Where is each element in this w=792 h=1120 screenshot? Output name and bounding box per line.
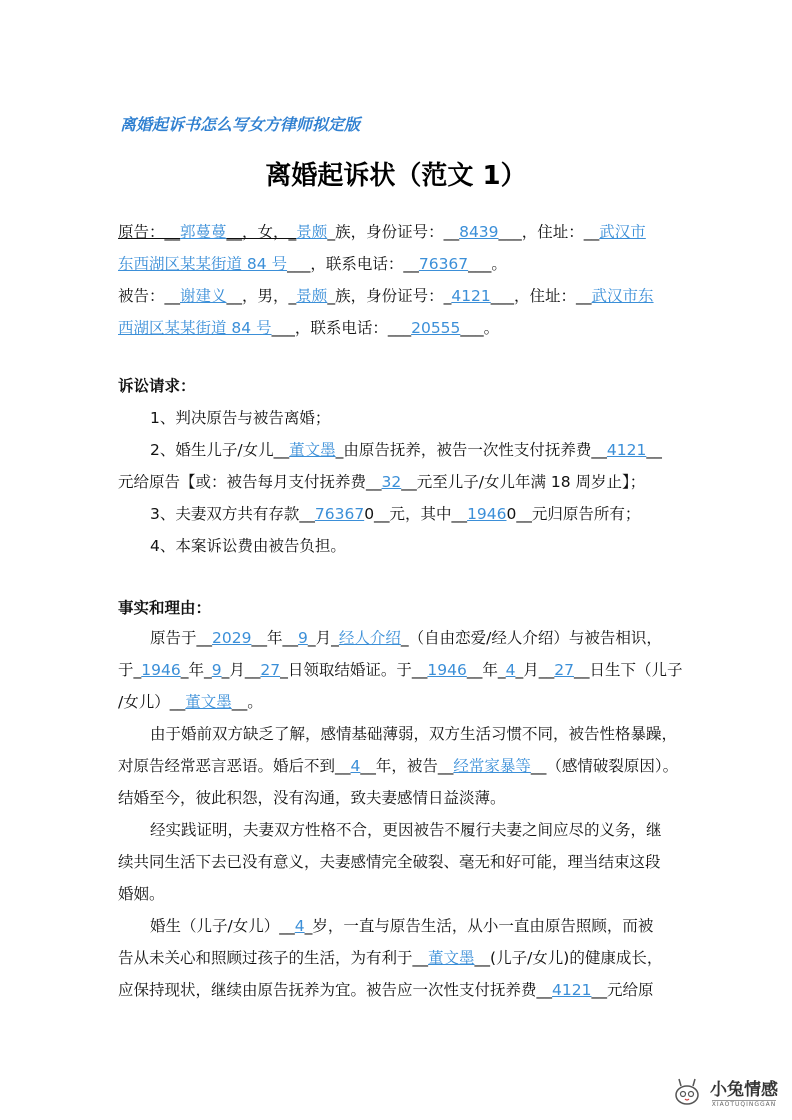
fact-text: __。 — [231, 693, 263, 711]
claim-4: 4、本案诉讼费由被告负担。 — [150, 537, 346, 555]
rabbit-logo-icon — [670, 1077, 704, 1107]
plaintiff-id: 8439 — [459, 223, 499, 241]
defendant-name: 谢建义 — [180, 287, 227, 305]
fact-4-line-3 — [118, 974, 678, 1006]
fact-2-line-2 — [118, 750, 678, 782]
plaintiff-address-part1: 武汉市 — [599, 223, 646, 241]
child-name: 董文墨 — [428, 949, 475, 967]
fact-text: _月__ — [515, 661, 555, 679]
fact-text: __日生下（儿子 — [573, 661, 683, 679]
fact-text: 告从未关心和照顾过孩子的生活，为有利于__ — [118, 949, 429, 967]
defendant-address-part1: 武汉市东 — [591, 287, 654, 305]
fact-1-line-3 — [118, 686, 678, 718]
plaintiff-address-part2: 东西湖区某某街道 84 号 — [118, 255, 288, 273]
birth-month: 4 — [505, 661, 516, 679]
child-name: 董文墨 — [185, 693, 232, 711]
fact-text: 于_ — [118, 661, 142, 679]
fact-2-line-1: 由于婚前双方缺乏了解，感情基础薄弱，双方生活习惯不同，被告性格暴躁， — [150, 725, 678, 743]
claim-2-text-d: __元至儿子/女儿年满 18 周岁止】； — [401, 473, 646, 491]
fact-text: 应保持现状，继续由原告抚养为宜。被告应一次性支付抚养费__ — [118, 981, 553, 999]
fact-text: 婚生（儿子/女儿）__ — [150, 917, 295, 935]
defendant-ethnicity: 景颇 — [296, 287, 328, 305]
fact-text: __(儿子/女儿)的健康成长， — [474, 949, 663, 967]
fact-text: 对原告经常恶言恶语。婚后不到__ — [118, 757, 351, 775]
claim-3 — [118, 498, 678, 530]
fact-3-line-3: 婚姻。 — [118, 885, 165, 903]
claim-1: 1、判决原告与被告离婚； — [150, 409, 331, 427]
child-name: 董文墨 — [289, 441, 336, 459]
fact-4-line-1 — [118, 910, 678, 942]
savings-plaintiff: 1946 — [467, 505, 507, 523]
claim-2-blank: __ — [646, 441, 662, 459]
fact-text: _年_ — [180, 661, 212, 679]
child-age: 4 — [294, 917, 305, 935]
fact-text: __（感情破裂原因）。 — [530, 757, 679, 775]
document-header: 离婚起诉书怎么写女方律师拟定版 — [120, 115, 361, 134]
meet-year: 2029 — [212, 629, 252, 647]
meet-month: 9 — [297, 629, 308, 647]
claim-3-text-c: 0__元归原告所有； — [506, 505, 641, 523]
monthly-support: 32 — [381, 473, 402, 491]
plaintiff-line-2 — [118, 248, 678, 280]
marriage-month: 9 — [211, 661, 222, 679]
years-after-marriage: 4 — [350, 757, 361, 775]
watermark-text — [710, 1075, 778, 1108]
plaintiff-ethnicity: 景颇 — [296, 223, 328, 241]
defendant-address-label: ___，住址：__ — [490, 287, 592, 305]
fact-text: __年__ — [251, 629, 298, 647]
plaintiff-gender: __，女，_ — [226, 223, 297, 241]
defendant-id: 4121 — [451, 287, 491, 305]
fact-1-line-1 — [118, 622, 678, 654]
marriage-year: 1946 — [141, 661, 181, 679]
fact-text: /女儿）__ — [118, 693, 186, 711]
defendant-address-part2: 西湖区某某街道 84 号 — [118, 319, 272, 337]
birth-day: 27 — [554, 661, 574, 679]
defendant-label: 被告：__ — [118, 287, 181, 305]
claims-heading: 诉讼请求： — [118, 377, 196, 395]
fact-text: __年_ — [466, 661, 506, 679]
defendant-line-1 — [118, 280, 678, 312]
fact-4-line-2 — [118, 942, 678, 974]
fact-text: __年，被告__ — [360, 757, 454, 775]
watermark-logo — [670, 1075, 778, 1108]
defendant-phone: 20555 — [411, 319, 461, 337]
claim-2-text-c: 元给原告【或：被告每月支付抚养费__ — [118, 473, 382, 491]
fact-text: _岁，一直与原告生活，从小一直由原告照顾，而被 — [304, 917, 654, 935]
facts-heading: 事实和理由： — [118, 599, 212, 617]
claim-2-line-1 — [118, 434, 678, 466]
defendant-end: ___。 — [460, 319, 500, 337]
fact-text: _日领取结婚证。于__ — [280, 661, 428, 679]
defendant-id-label: _族，身份证号：_ — [327, 287, 452, 305]
defendant-line-2 — [118, 312, 678, 344]
fact-1-line-2 — [118, 654, 683, 686]
parties-block — [118, 216, 678, 344]
claim-2-line-2 — [118, 466, 678, 498]
breakdown-reason: 经常家暴等 — [453, 757, 531, 775]
plaintiff-phone-label: ___，联系电话：__ — [287, 255, 419, 273]
fact-3-line-2: 续共同生活下去已没有意义，夫妻感情完全破裂、毫无和好可能，理当结束这段 — [118, 853, 661, 871]
marriage-day: 27 — [260, 661, 281, 679]
plaintiff-label: 原告：__ — [118, 223, 181, 241]
fact-2-line-3: 结婚至今，彼此积怨，没有沟通，致夫妻感情日益淡薄。 — [118, 789, 506, 807]
plaintiff-address-label: ___，住址：__ — [498, 223, 600, 241]
support-amount: 4121 — [552, 981, 592, 999]
plaintiff-name: 郭蔓蔓 — [180, 223, 227, 241]
claim-3-text-b: 0__元，其中__ — [364, 505, 468, 523]
defendant-gender: __，男，_ — [226, 287, 297, 305]
fact-text: _月_ — [307, 629, 339, 647]
support-amount: 4121 — [606, 441, 647, 459]
savings-total: 76367 — [314, 505, 365, 523]
claim-2-text: 2、婚生儿子/女儿__ — [150, 441, 290, 459]
meet-method: 经人介绍 — [338, 629, 401, 647]
defendant-phone-label: ___，联系电话：___ — [271, 319, 412, 337]
facts-block — [118, 622, 683, 1006]
document-title: 离婚起诉状（范文 1） — [265, 161, 527, 191]
claims-block — [118, 402, 678, 562]
watermark-sub: XIAOTUQINGGAN — [711, 1101, 777, 1108]
fact-text: _（自由恋爱/经人介绍）与被告相识， — [400, 629, 662, 647]
plaintiff-id-label: _族，身份证号：__ — [327, 223, 460, 241]
fact-text: _月__ — [221, 661, 261, 679]
birth-year: 1946 — [427, 661, 467, 679]
plaintiff-line-1 — [118, 216, 678, 248]
claim-3-text: 3、夫妻双方共有存款__ — [150, 505, 315, 523]
fact-3-line-1: 经实践证明，夫妻双方性格不合，更因被告不履行夫妻之间应尽的义务，继 — [150, 821, 662, 839]
claim-2-text-b: _由原告抚养，被告一次性支付抚养费__ — [335, 441, 607, 459]
plaintiff-phone: 76367 — [418, 255, 469, 273]
fact-text: __元给原 — [591, 981, 654, 999]
fact-text: 原告于__ — [150, 629, 213, 647]
watermark-main: 小兔情感 — [710, 1080, 778, 1100]
plaintiff-end: ___。 — [468, 255, 507, 273]
